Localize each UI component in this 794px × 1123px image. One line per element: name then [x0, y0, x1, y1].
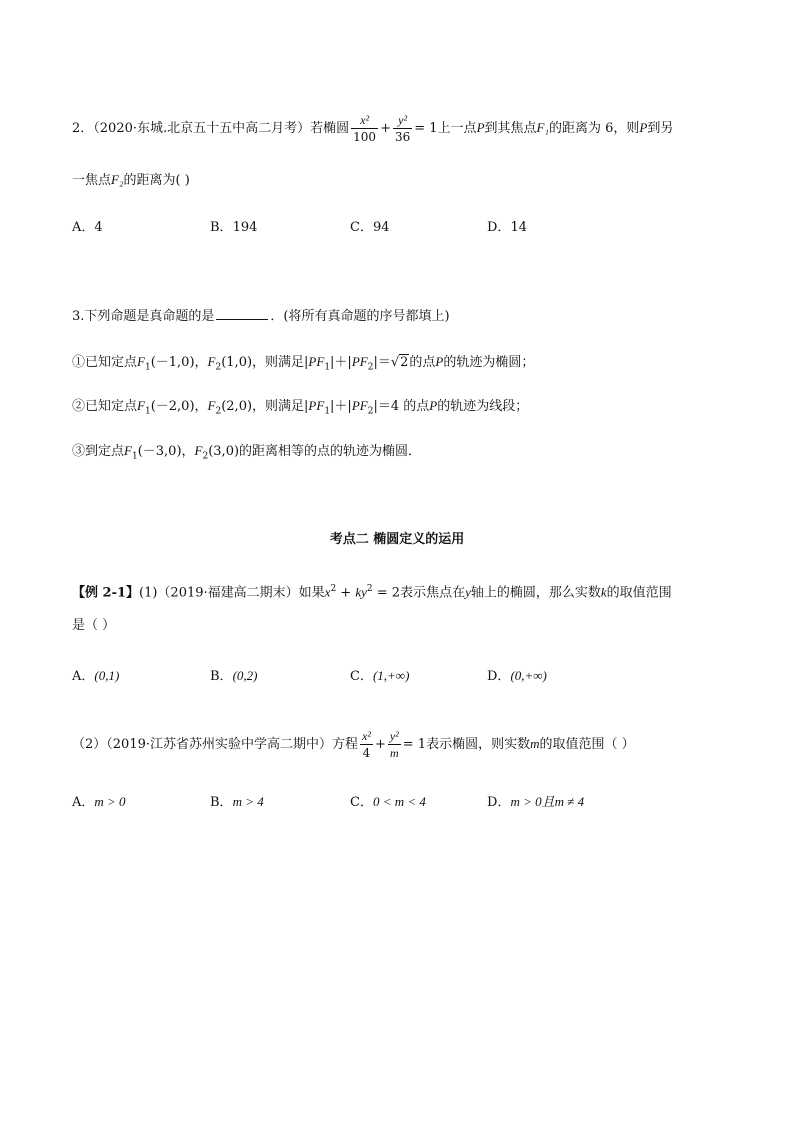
q2-text: 上一点 [437, 121, 477, 136]
option-label: B． [210, 220, 233, 235]
section-title: 考点二 椭圆定义的运用 [329, 532, 465, 547]
example-tag: 【例 2-1】 [72, 585, 140, 601]
q2-text: 的距离为( ) [123, 173, 190, 188]
var: F [124, 443, 132, 458]
ex21-p2-option-c [350, 792, 426, 813]
sqrt-symbol: √2 [390, 355, 409, 370]
q2-plus: + [380, 121, 391, 136]
q3-text: (1,0)，则满足| [221, 355, 309, 370]
ex21-text: (1)（2019·福建高二期末）如果 [139, 585, 325, 601]
sub: 2 [215, 362, 222, 373]
ex21-text: + [374, 737, 386, 752]
q2-text: 到其焦点 [484, 121, 537, 136]
var: F [207, 398, 216, 413]
q3-item-3 [72, 441, 421, 467]
q3-text: |＋| [330, 355, 352, 370]
option-value: (1,+∞) [372, 668, 410, 683]
q2-text: 一焦点 [72, 173, 112, 188]
q3-text: |＝ [373, 355, 391, 370]
var: F [137, 398, 145, 413]
var: F [207, 354, 216, 369]
sub: 2 [215, 406, 222, 417]
q2-option-d [487, 218, 527, 238]
q3-text: |＝4 的点 [373, 399, 430, 414]
option-value: 4 [94, 220, 103, 235]
option-label: B． [210, 669, 233, 684]
ex21-option-a [72, 666, 119, 687]
option-value: 0 < m < 4 [372, 794, 426, 809]
q3-text: 3.下列命题是真命题的是 [72, 309, 215, 324]
q2-option-c [350, 218, 390, 238]
q3-item-1 [72, 352, 534, 378]
sub: 1 [144, 406, 151, 417]
ex21-text: 轴上的椭圆，那么实数 [470, 585, 601, 601]
frac-den: m [389, 746, 399, 760]
ex21-text: 表示焦点在 [400, 585, 466, 601]
q3-text: ②已知定点 [72, 399, 138, 414]
ex21-text: （2）（2019·江苏省苏州实验中学高二期中）方程 [72, 737, 358, 752]
ex21-option-d [487, 666, 547, 687]
q2-option-b [210, 218, 257, 238]
q3-text: 的轨迹为线段； [437, 399, 529, 414]
option-label: D． [487, 669, 511, 684]
var: F [194, 443, 203, 458]
q2-text: 到另 [647, 121, 674, 136]
sub: 1 [324, 362, 331, 373]
q2-fraction-1 [351, 114, 378, 143]
option-value: m > 4 [232, 794, 264, 809]
option-label: C． [350, 220, 373, 235]
q2-text: 的距离为 6，则 [549, 121, 640, 136]
option-label: A． [72, 669, 95, 684]
sub: 1 [144, 362, 151, 373]
var: k [355, 584, 362, 600]
q3-text: (－1,0)， [150, 355, 208, 370]
option-label: A． [72, 220, 95, 235]
q3-text: ③到定点 [72, 444, 125, 459]
q2-frac2-den: 36 [394, 130, 411, 144]
q3-text: 的轨迹为椭圆； [443, 355, 535, 370]
q3-text: ．(将所有真命题的序号都填上) [270, 309, 450, 324]
ex21-option-b [210, 666, 257, 687]
option-label: C． [350, 669, 373, 684]
option-value: (0,2) [232, 668, 258, 683]
option-value: m > 0且m ≠ 4 [510, 794, 585, 809]
q2-var-f2: F₂ [111, 172, 124, 187]
var: P [429, 398, 438, 413]
q2-source: （2020·东城.北京五十五中高二月考） [93, 121, 311, 136]
q3-text: 的点 [409, 355, 436, 370]
var: PF [308, 398, 325, 413]
option-label: D． [487, 795, 511, 810]
frac-den: 4 [362, 746, 371, 760]
ex21-text: 的取值范围 [606, 585, 672, 601]
sup: 2 [366, 584, 373, 594]
q3-text: (－3,0)， [137, 444, 195, 459]
q3-text: |＋| [330, 399, 352, 414]
var: x [324, 584, 331, 600]
ex21-part2 [72, 730, 635, 759]
var: k [600, 584, 607, 600]
ex21-text: = 2 [372, 585, 401, 601]
var: PF [351, 354, 368, 369]
ex21-line2: 是（ ） [72, 618, 116, 633]
sqrt-radicand: 2 [400, 355, 409, 370]
var: PF [308, 354, 325, 369]
q2-var-p: P [476, 120, 485, 135]
q2-eq: = 1 [414, 121, 438, 136]
sup: 2 [330, 584, 337, 594]
frac-num: x² [362, 729, 371, 743]
var: F [137, 354, 145, 369]
q3-text: (－2,0)， [150, 399, 208, 414]
q2-var-p: P [639, 120, 648, 135]
var: PF [351, 398, 368, 413]
ex21-p2-option-a [72, 792, 126, 813]
frac-num: y² [389, 729, 399, 743]
q2-fraction-2 [393, 114, 412, 143]
option-label: C． [350, 795, 373, 810]
var: P [435, 354, 444, 369]
ex21-text: 表示椭圆，则实数 [426, 737, 531, 752]
q3-text: (2,0)，则满足| [221, 399, 309, 414]
option-label: D． [487, 220, 511, 235]
q3-stem [72, 307, 450, 327]
ex21-p2-option-d [487, 792, 584, 813]
q2-frac1-num: x² [351, 114, 378, 129]
option-label: A． [72, 795, 95, 810]
q2-line1 [72, 114, 673, 143]
ex21-text: = 1 [402, 737, 427, 752]
var: y [465, 584, 471, 600]
q2-frac1-den: 100 [353, 130, 377, 144]
q2-text: 若椭圆 [310, 121, 350, 136]
q3-item-2 [72, 396, 528, 422]
ex21-p2-option-b [210, 792, 264, 813]
q2-number: 2． [72, 121, 94, 136]
q2-frac2-num: y² [393, 114, 412, 129]
option-value: 94 [372, 220, 390, 235]
option-value: (0,+∞) [510, 668, 547, 683]
option-value: 194 [232, 220, 258, 235]
var: y [361, 584, 367, 600]
option-label: B． [210, 795, 233, 810]
q2-option-a [72, 218, 103, 238]
sub: 2 [367, 406, 374, 417]
ex21-fraction-2 [388, 730, 401, 759]
option-value: m > 0 [94, 794, 126, 809]
answer-blank [216, 307, 268, 320]
ex21-fraction-1 [360, 730, 373, 759]
sub: 2 [367, 362, 374, 373]
sub: 1 [324, 406, 331, 417]
q3-text: (3,0)的距离相等的点的轨迹为椭圆． [208, 444, 422, 459]
ex21-option-c [350, 666, 409, 687]
q3-text: ①已知定点 [72, 355, 138, 370]
var: m [530, 736, 540, 751]
ex21-text: + [336, 585, 356, 601]
option-value: 14 [510, 220, 527, 235]
ex21-line1 [72, 579, 672, 603]
option-value: (0,1) [94, 668, 120, 683]
q2-var-f1: F₁ [536, 120, 549, 135]
sub: 2 [202, 451, 209, 462]
sub: 1 [131, 451, 138, 462]
ex21-text: 的取值范围（ ） [539, 737, 635, 752]
q2-line2 [72, 170, 190, 191]
